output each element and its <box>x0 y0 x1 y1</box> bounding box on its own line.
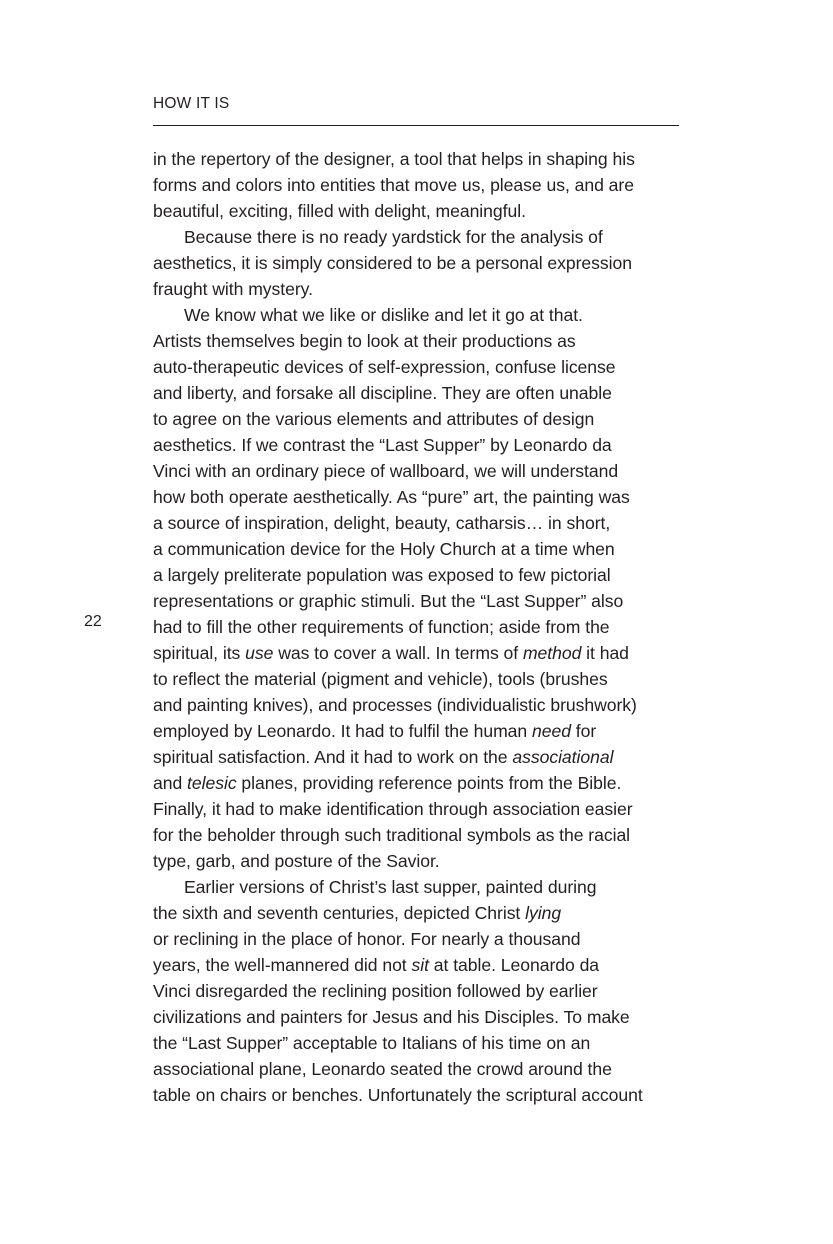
text-line <box>153 614 693 640</box>
text-line <box>153 562 693 588</box>
text-line <box>153 744 693 770</box>
text-segment: table on chairs or benches. Unfortunately the scriptural account <box>153 1085 643 1105</box>
header-rule <box>153 125 679 126</box>
text-line <box>153 1004 693 1030</box>
text-line <box>153 458 693 484</box>
text-segment: spiritual, its <box>153 643 246 663</box>
text-segment: and liberty, and forsake all discipline. They are often unable <box>153 383 612 403</box>
italic-text: lying <box>525 903 562 923</box>
text-segment: years, the well-mannered did not <box>153 955 412 975</box>
text-line <box>153 172 693 198</box>
text-segment: Artists themselves begin to look at their productions as <box>153 331 576 351</box>
text-segment: We know what we like or dislike and let it go at that. <box>184 305 583 325</box>
text-segment: employed by Leonardo. It had to fulfil the human <box>153 721 532 741</box>
text-segment: how both operate aesthetically. As “pure” art, the painting was <box>153 487 630 507</box>
italic-text: method <box>522 643 582 663</box>
text-line <box>153 978 693 1004</box>
text-line <box>153 952 693 978</box>
text-line <box>153 770 693 796</box>
text-segment: auto-therapeutic devices of self-expression, confuse license <box>153 357 616 377</box>
text-segment: forms and colors into entities that move us, please us, and are <box>153 175 634 195</box>
text-line <box>153 276 693 302</box>
text-line <box>153 588 693 614</box>
text-line <box>153 848 693 874</box>
text-segment: and painting knives), and processes (individualistic brushwork) <box>153 695 637 715</box>
text-line <box>153 1030 693 1056</box>
text-line <box>153 822 693 848</box>
text-segment: the sixth and seventh centuries, depicted Christ <box>153 903 526 923</box>
text-segment: Because there is no ready yardstick for the analysis of <box>184 227 603 247</box>
text-segment: spiritual satisfaction. And it had to work on the <box>153 747 513 767</box>
text-line <box>153 380 693 406</box>
text-line <box>153 432 693 458</box>
text-segment: fraught with mystery. <box>153 279 313 299</box>
text-line <box>153 536 693 562</box>
text-segment: to agree on the various elements and attributes of design <box>153 409 595 429</box>
text-line <box>153 302 693 328</box>
text-segment: in the repertory of the designer, a tool that helps in shaping his <box>153 149 635 169</box>
text-segment: a largely preliterate population was exposed to few pictorial <box>153 565 611 585</box>
text-line <box>153 354 693 380</box>
text-segment: beautiful, exciting, filled with delight, meaningful. <box>153 201 526 221</box>
text-line <box>153 198 693 224</box>
italic-text: use <box>245 643 274 663</box>
text-segment: planes, providing reference points from the Bible. <box>236 773 622 793</box>
italic-text: associational <box>512 747 614 767</box>
text-line <box>153 484 693 510</box>
text-line <box>153 666 693 692</box>
text-line <box>153 1056 693 1082</box>
text-segment: civilizations and painters for Jesus and his Disciples. To make <box>153 1007 630 1027</box>
text-segment: it had <box>581 643 629 663</box>
text-line <box>153 328 693 354</box>
text-segment: Vinci disregarded the reclining position followed by earlier <box>153 981 598 1001</box>
text-line <box>153 510 693 536</box>
text-segment: and <box>153 773 188 793</box>
text-segment: had to fill the other requirements of function; aside from the <box>153 617 610 637</box>
text-segment: a communication device for the Holy Church at a time when <box>153 539 615 559</box>
text-segment: type, garb, and posture of the Savior. <box>153 851 440 871</box>
italic-text: telesic <box>187 773 237 793</box>
text-line <box>153 874 693 900</box>
text-line <box>153 692 693 718</box>
text-segment: for the beholder through such traditional symbols as the racial <box>153 825 631 845</box>
text-line <box>153 718 693 744</box>
body-text <box>153 146 693 1108</box>
text-line <box>153 406 693 432</box>
text-segment: or reclining in the place of honor. For nearly a thousand <box>153 929 581 949</box>
italic-text: need <box>532 721 571 741</box>
italic-text: sit <box>411 955 429 975</box>
text-segment: for <box>570 721 597 741</box>
text-segment: representations or graphic stimuli. But the “Last Supper” also <box>153 591 624 611</box>
page-number: 22 <box>84 613 102 630</box>
running-head: HOW IT IS <box>153 95 230 112</box>
text-line <box>153 640 693 666</box>
text-segment: associational plane, Leonardo seated the crowd around the <box>153 1059 612 1079</box>
text-segment: the “Last Supper” acceptable to Italians of his time on an <box>153 1033 591 1053</box>
text-segment: to reflect the material (pigment and vehicle), tools (brushes <box>153 669 608 689</box>
text-segment: a source of inspiration, delight, beauty, catharsis… in short, <box>153 513 611 533</box>
text-segment: Finally, it had to make identification through association easier <box>153 799 633 819</box>
text-segment: aesthetics, it is simply considered to be a personal expression <box>153 253 632 273</box>
text-line <box>153 926 693 952</box>
text-line <box>153 224 693 250</box>
text-segment: at table. Leonardo da <box>428 955 600 975</box>
text-line <box>153 900 693 926</box>
text-line <box>153 250 693 276</box>
text-line <box>153 796 693 822</box>
text-segment: aesthetics. If we contrast the “Last Supper” by Leonardo da <box>153 435 612 455</box>
text-segment: Vinci with an ordinary piece of wallboard, we will understand <box>153 461 619 481</box>
text-line <box>153 1082 693 1108</box>
text-segment: Earlier versions of Christ’s last supper, painted during <box>184 877 597 897</box>
text-segment: was to cover a wall. In terms of <box>273 643 523 663</box>
text-line <box>153 146 693 172</box>
